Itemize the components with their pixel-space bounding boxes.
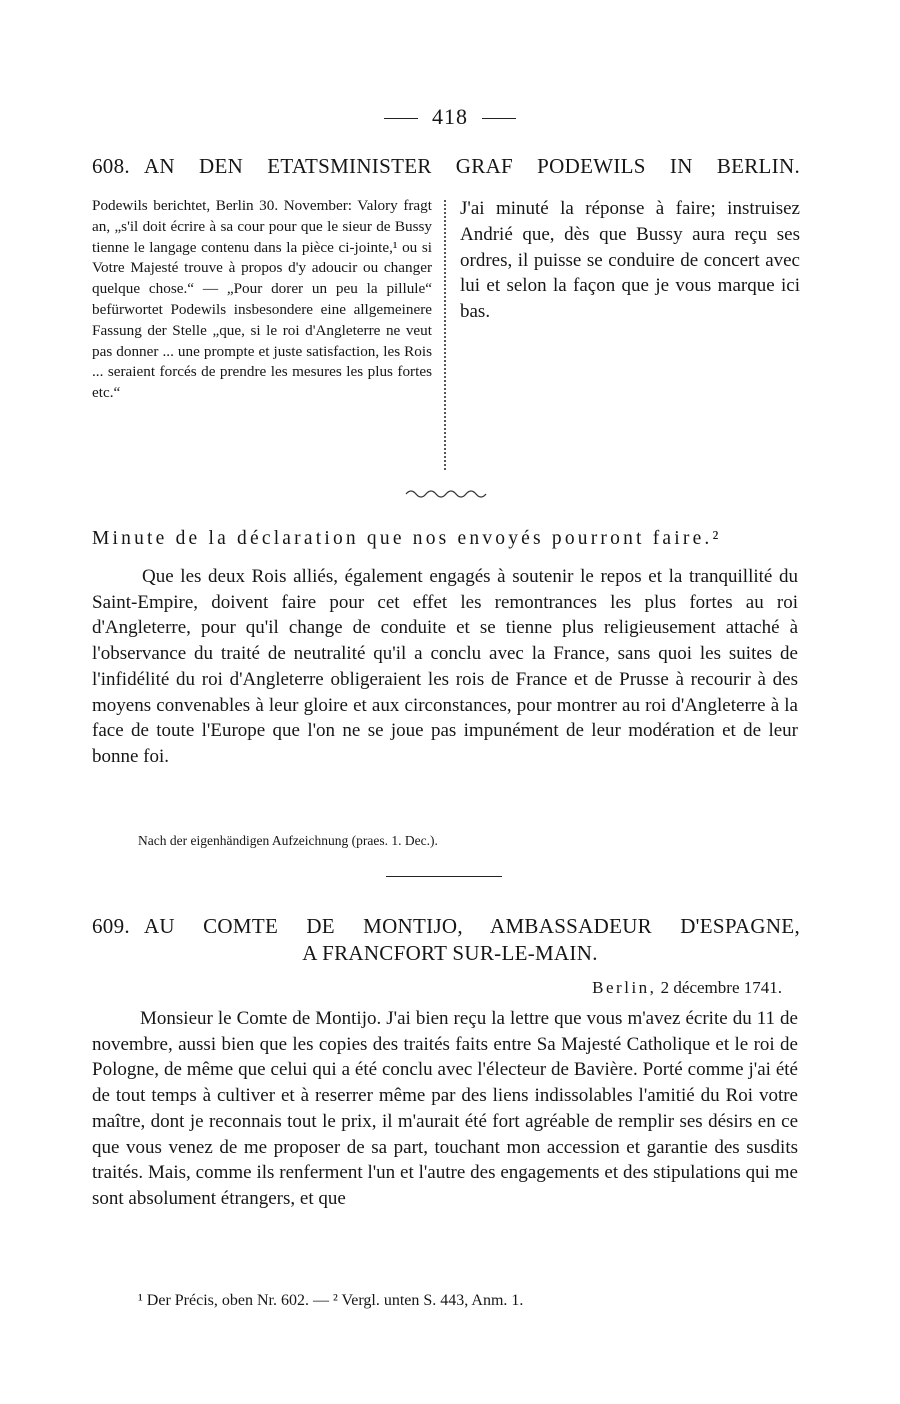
- declaration-source-note: Nach der eigenhändigen Aufzeichnung (praes. 1. Dec.).: [138, 833, 438, 848]
- heading-608: [92, 154, 800, 179]
- heading-609: [92, 914, 800, 939]
- declaration-body: [92, 564, 798, 770]
- footnotes: ¹ Der Précis, oben Nr. 602. — ² Vergl. unten S. 443, Anm. 1.: [138, 1292, 524, 1309]
- page-number-line: [0, 104, 900, 130]
- section-608-reply: J'ai minuté la réponse à faire; instruisez Andrié que, dès que Bussy aura reçu ses ordres, il puisse se conduire de concert avec lui et selon la façon que je vous marque ici bas.: [460, 198, 800, 323]
- page-number-dash-right: [482, 118, 516, 119]
- dateline: [592, 978, 782, 998]
- page-number: 418: [432, 104, 468, 129]
- dateline-date: 2 décembre 1741.: [660, 978, 782, 997]
- column-divider: [444, 200, 446, 470]
- ornament-squiggle: [404, 488, 490, 500]
- heading-609-title-line2: A FRANCFORT SUR-LE-MAIN.: [302, 941, 598, 965]
- dateline-place: Berlin,: [592, 978, 657, 997]
- heading-609-number: 609.: [92, 914, 130, 938]
- page-number-dash-left: [384, 118, 418, 119]
- heading-608-title: AN DEN ETATSMINISTER GRAF PODEWILS IN BERLIN.: [143, 154, 800, 178]
- heading-609-title-line1: AU COMTE DE MONTIJO, AMBASSADEUR D'ESPAGNE,: [143, 914, 800, 938]
- declaration-text: Que les deux Rois alliés, également engagés à soutenir le repos et la tranquillité du Saint-Empire, doivent faire pour cet effet les remontrances les plus fortes au roi d'Angleterre, pour qu'il change de conduite et se tienne plus religieusement attaché à l'observance du traité de neutralité qu'il a conclu avec la France, sans quoi les suites de l'infidélité du roi d'Angleterre obligeraient les rois de France et de Prusse à recourir à des moyens convenables à leur gloire et aux circonstances, pour montrer au roi d'Angleterre à la face de toute l'Europe que l'on ne se joue pas impunément de leur modération et de leur bonne foi.: [92, 566, 798, 767]
- section-608-columns: [92, 196, 800, 476]
- letter-text: Monsieur le Comte de Montijo. J'ai bien reçu la lettre que vous m'avez écrite du 11 de novembre, aussi bien que les copies des traités faits entre Sa Majesté Catholique et le roi de Pologne, de même que celui qui a été conclu avec l'électeur de Bavière. Porté comme j'ai été de tout temps à cultiver et à reserrer même par des liens indissolables l'amitié du Roi votre maître, dont je reconnais tout le prix, il m'aurait été fort agréable de remplir ses désirs en ce que vous venez de me proposer de sa part, touchant mon accession et garantie des susdits traités. Mais, comme ils renferment l'un et l'autre des engagements et des stipulations qui me sont absolument étrangers, et que: [92, 1008, 798, 1209]
- section-separator: [386, 876, 502, 877]
- heading-608-number: 608.: [92, 154, 130, 178]
- section-608-summary: Podewils berichtet, Berlin 30. November: Valory fragt an, „s'il doit écrire à sa cour pour que le sieur de Bussy tienne le langage contenu dans la pièce ci-jointe,¹ ou si Votre Majesté trouve à propos d'y adoucir ou changer quelque chose.“ — „Pour dorer un peu la pillule“ befürwortet Podewils insbesondere eine allgemeinere Fassung der Stelle „que, si le roi d'Angleterre ne veut pas donner ... une prompte et juste satisfaction, les Rois ... seraient forcés de prendre les mesures les plus fortes etc.“: [92, 197, 432, 402]
- letter-body: [92, 1006, 798, 1212]
- declaration-title: Minute de la déclaration que nos envoyés pourront faire.²: [92, 528, 722, 549]
